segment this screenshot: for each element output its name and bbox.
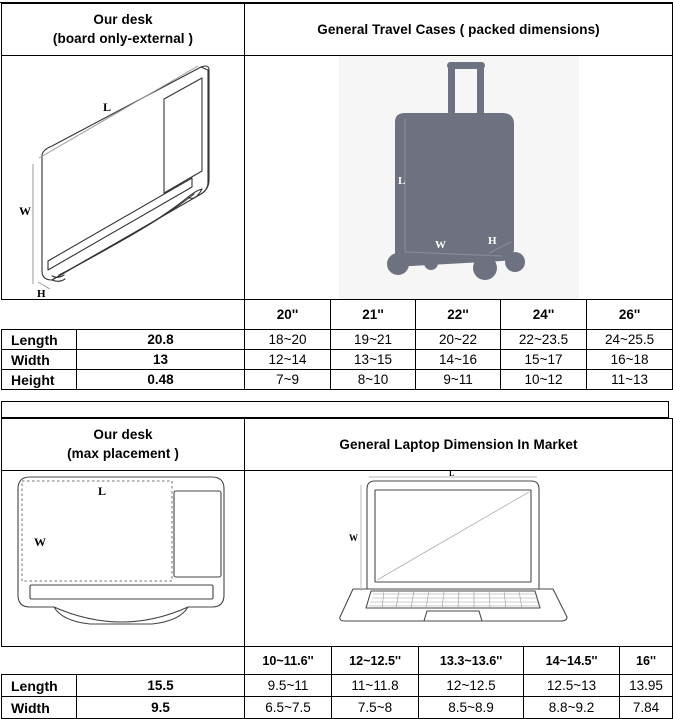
row-label: Width: [2, 697, 77, 719]
range-value: 22~23.5: [501, 330, 587, 350]
desk-topview-illustration-cell: [2, 471, 245, 647]
range-value: 7.84: [620, 697, 673, 719]
our-desk-value: 13: [77, 350, 245, 370]
table-separator-row: [1, 401, 669, 418]
range-value: 12~14: [245, 350, 331, 370]
size-header-cell: 21'': [331, 300, 416, 330]
range-value: 11~11.8: [332, 675, 419, 697]
desk-top-length-label: L: [98, 484, 107, 498]
size-header-cell: 16'': [620, 647, 673, 675]
travel-case-title-cell: [245, 4, 673, 56]
travel-case-title: General Travel Cases ( packed dimensions): [317, 21, 600, 37]
table-row-size-headers: [2, 647, 673, 675]
desk-isometric-illustration-cell: [2, 56, 245, 300]
range-value: 13~15: [331, 350, 416, 370]
empty-corner-b: [77, 300, 245, 330]
table-row: [2, 350, 673, 370]
our-desk-title-line2: (board only-external ): [52, 31, 194, 46]
range-value: 11~13: [587, 370, 673, 390]
size-header-cell: 10~11.6'': [245, 647, 332, 675]
suitcase-illustration-cell: [245, 56, 673, 300]
range-value: 20~22: [416, 330, 501, 350]
table-row: [2, 370, 673, 390]
range-value: 8~10: [331, 370, 416, 390]
our-desk-title-cell: [2, 4, 245, 56]
range-value: 10~12: [501, 370, 587, 390]
laptop-comparison-block: [1, 418, 672, 719]
travel-case-table: [1, 3, 673, 390]
range-value: 16~18: [587, 350, 673, 370]
our-desk-max-title-cell: [2, 419, 245, 471]
empty-corner-a: [2, 300, 77, 330]
desk-iso-height-label: H: [37, 288, 46, 299]
range-value: 18~20: [245, 330, 331, 350]
desk-iso-width-label: W: [19, 204, 31, 218]
empty-corner-c: [2, 647, 77, 675]
empty-corner-d: [77, 647, 245, 675]
range-value: 7~9: [245, 370, 331, 390]
our-desk-value: 9.5: [77, 697, 245, 719]
range-value: 13.95: [620, 675, 673, 697]
range-value: 15~17: [501, 350, 587, 370]
range-value: 6.5~7.5: [245, 697, 332, 719]
range-value: 24~25.5: [587, 330, 673, 350]
table-row-header-art: [2, 4, 673, 56]
laptop-title: General Laptop Dimension In Market: [339, 436, 578, 452]
our-desk-max-title-line1: Our desk: [93, 427, 153, 442]
range-value: 7.5~8: [332, 697, 419, 719]
table-row-artwork: [2, 56, 673, 300]
laptop-illustration-cell: [245, 471, 673, 647]
row-label: Length: [2, 330, 77, 350]
table-row-artwork: [2, 471, 673, 647]
suitcase-length-label: L: [397, 175, 405, 187]
size-header-cell: 13.3~13.6'': [419, 647, 524, 675]
size-header-cell: 24'': [501, 300, 587, 330]
range-value: 9~11: [416, 370, 501, 390]
table-row-header-art: [2, 419, 673, 471]
our-desk-value: 20.8: [77, 330, 245, 350]
table-row-size-headers: [2, 300, 673, 330]
laptop-length-label: L: [448, 471, 454, 478]
desk-iso-length-label: L: [103, 100, 112, 114]
suitcase-icon: [339, 56, 579, 299]
table-row: [2, 697, 673, 719]
laptop-width-label: W: [348, 533, 358, 543]
range-value: 8.5~8.9: [419, 697, 524, 719]
range-value: 12.5~13: [524, 675, 620, 697]
row-label: Width: [2, 350, 77, 370]
range-value: 9.5~11: [245, 675, 332, 697]
row-label: Height: [2, 370, 77, 390]
size-header-cell: 20'': [245, 300, 331, 330]
size-header-cell: 14~14.5'': [524, 647, 620, 675]
our-desk-title-line1: Our desk: [93, 12, 153, 27]
size-header-cell: 22'': [416, 300, 501, 330]
laptop-icon: [309, 471, 609, 646]
suitcase-height-label: H: [487, 235, 497, 247]
suitcase-width-label: W: [434, 239, 446, 251]
table-row: [2, 330, 673, 350]
size-header-cell: 26'': [587, 300, 673, 330]
range-value: 19~21: [331, 330, 416, 350]
our-desk-max-title-line2: (max placement ): [67, 446, 179, 461]
size-header-cell: 12~12.5'': [332, 647, 419, 675]
our-desk-value: 0.48: [77, 370, 245, 390]
laptop-table: [1, 418, 673, 719]
desk-top-width-label: W: [34, 535, 46, 549]
table-row: [2, 675, 673, 697]
row-label: Length: [2, 675, 77, 697]
range-value: 12~12.5: [419, 675, 524, 697]
our-desk-value: 15.5: [77, 675, 245, 697]
desk-topview-icon: [2, 471, 245, 646]
range-value: 14~16: [416, 350, 501, 370]
travel-case-comparison-block: [1, 3, 672, 390]
range-value: 8.8~9.2: [524, 697, 620, 719]
desk-isometric-icon: [2, 56, 245, 299]
laptop-title-cell: [245, 419, 673, 471]
